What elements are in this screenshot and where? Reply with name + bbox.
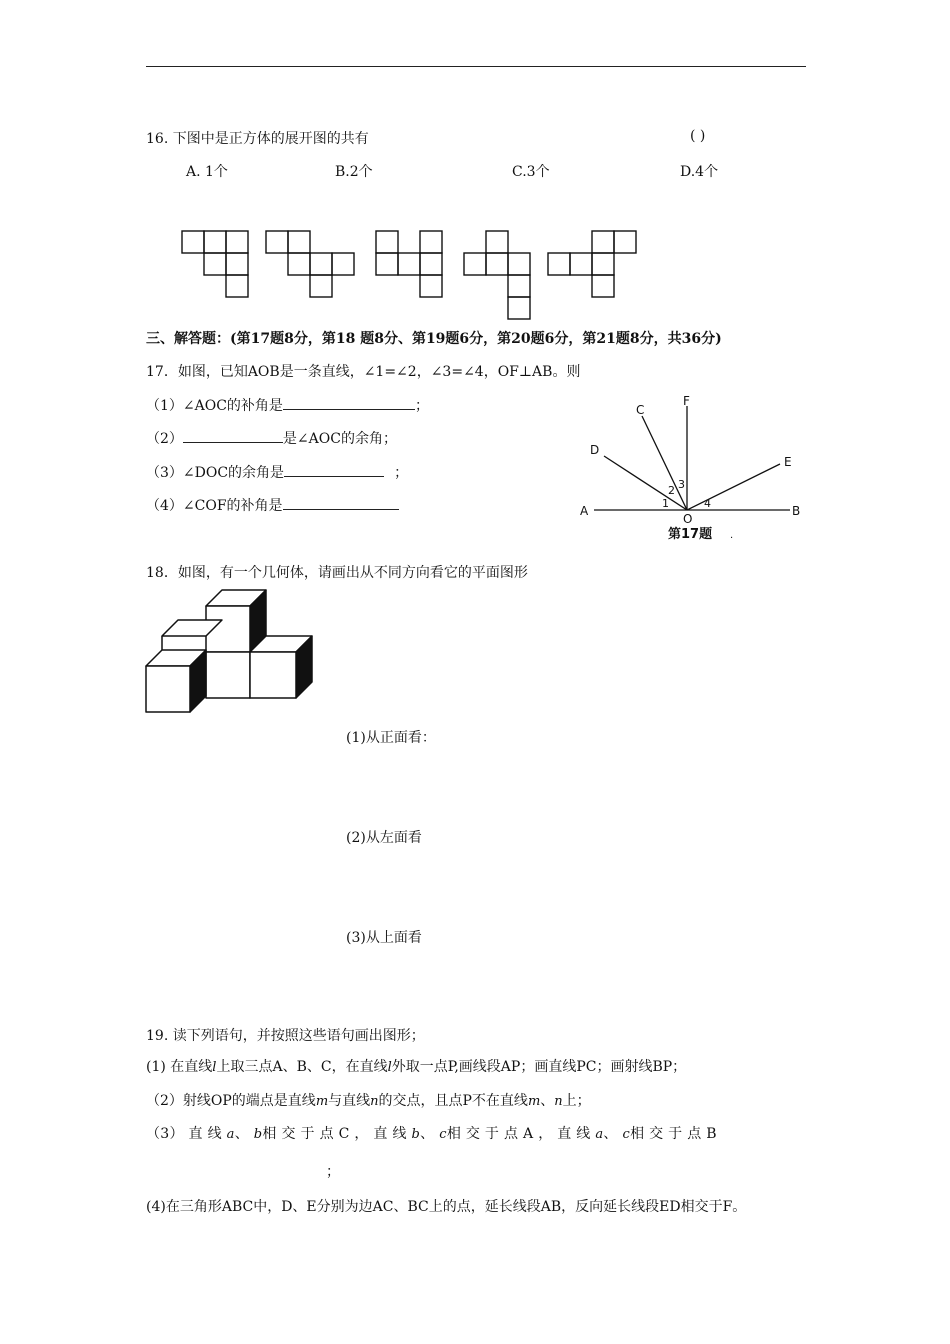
var-a: a: [595, 1127, 604, 1142]
q17-item-3-text: （3）∠DOC的余角是: [146, 465, 285, 481]
ray-oe: [687, 464, 780, 510]
left-cube-front-face: [146, 666, 190, 712]
q19-line-1-part-a: (1) 在直线: [146, 1059, 213, 1075]
cube-nets-figure: [176, 226, 646, 324]
var-b: b: [253, 1127, 263, 1142]
q16-option-d: D.4个: [680, 164, 719, 180]
net-2: [266, 231, 354, 297]
q16-option-a: A. 1个: [186, 164, 228, 180]
q19-line-2: [146, 1090, 591, 1110]
net-5: [548, 231, 636, 297]
label-angle-1: 1: [662, 497, 669, 510]
var-n: n: [370, 1094, 379, 1109]
q17-stem: 17．如图，已知AOB是一条直线，∠1=∠2，∠3=∠4，OF⊥AB。则: [146, 364, 581, 380]
q17-answer-blank-1[interactable]: [283, 395, 415, 410]
var-c: c: [622, 1127, 631, 1142]
q17-item-4-text: （4）∠COF的补角是: [146, 498, 283, 514]
q19-stem: 19. 读下列语句，并按照这些语句画出图形；: [146, 1028, 425, 1044]
label-b: B: [792, 504, 801, 518]
q18-stem: 18．如图，有一个几何体，请画出从不同方向看它的平面图形: [146, 565, 528, 581]
q17-item-1-text: （1）∠AOC的补角是: [146, 398, 283, 414]
var-m: m: [315, 1094, 329, 1109]
label-angle-2: 2: [668, 484, 675, 497]
q17-item-2-text: （2）: [146, 431, 183, 447]
label-d: D: [590, 443, 600, 457]
middle-cube-front-face: [206, 652, 250, 698]
q19-line-3-part-e: 相 交 于 点 A ， 直 线: [446, 1126, 596, 1142]
q17-item-3: [146, 462, 408, 482]
label-c: C: [636, 403, 645, 417]
q19-line-4: (4)在三角形ABC中，D、E分别为边AC、BC上的点，延长线段AB，反向延长线段ED相交于F。: [146, 1199, 747, 1215]
q17-answer-blank-2[interactable]: [183, 428, 283, 443]
net-3: [376, 231, 442, 297]
q17-item-4: [146, 495, 399, 515]
q17-item-3-suffix: ；: [394, 465, 409, 481]
q19-line-3-part-b: 、: [234, 1126, 254, 1142]
label-f: F: [683, 394, 690, 408]
net-4: [464, 231, 530, 319]
q17-answer-blank-3[interactable]: [284, 462, 384, 477]
q19-line-3-part-d: 、: [420, 1126, 440, 1142]
header-rule: [146, 66, 806, 67]
right-cube-front-face: [250, 652, 296, 698]
q17-item-1: [146, 395, 429, 415]
caption-dot: .: [730, 530, 734, 541]
q19-line-1: [146, 1056, 686, 1076]
q19-line-2-part-b: 与直线: [328, 1093, 371, 1109]
q17-answer-blank-4[interactable]: [283, 495, 399, 510]
q16-option-c: C.3个: [512, 164, 550, 180]
q19-line-2-part-a: （2）射线OP的端点是直线: [146, 1093, 316, 1109]
q18-cube-solid: [140, 586, 320, 718]
var-c: c: [439, 1127, 447, 1142]
var-l: l: [212, 1060, 217, 1075]
label-angle-3: 3: [678, 478, 685, 491]
q17-item-1-suffix: ；: [414, 398, 429, 414]
q18-view-left: (2)从左面看: [346, 830, 422, 846]
var-m: m: [527, 1094, 541, 1109]
label-o: O: [683, 512, 693, 526]
var-a: a: [226, 1127, 235, 1142]
label-a: A: [580, 504, 589, 518]
q17-angle-figure: [576, 392, 810, 544]
q19-line-2-part-c: 的交点，且点P不在直线: [378, 1093, 528, 1109]
figure-caption: 第17题: [668, 527, 713, 542]
var-b: b: [411, 1127, 421, 1142]
net-1: [182, 231, 248, 297]
q19-line-2-part-d: 、: [540, 1093, 555, 1109]
q17-item-2: [146, 428, 397, 448]
var-n: n: [554, 1094, 563, 1109]
q19-line-3-part-g: 相 交 于 点 B: [630, 1126, 717, 1142]
q19-line-1-part-c: 外取一点P,画线段AP；画直线PC；画射线BP；: [391, 1059, 687, 1075]
q16-answer-paren: ( ): [690, 128, 706, 144]
q19-line-3-part-c: 相 交 于 点 C ， 直 线: [262, 1126, 412, 1142]
label-angle-4: 4: [704, 497, 711, 510]
q19-line-1-part-b: 上取三点A、B、C，在直线: [216, 1059, 388, 1075]
q19-line-3-end: ；: [326, 1164, 340, 1180]
q19-line-3-part-f: 、: [603, 1126, 623, 1142]
q19-line-3: [146, 1123, 717, 1143]
q17-item-2-suffix: 是∠AOC的余角；: [282, 431, 397, 447]
q19-line-3-part-a: （3） 直 线: [146, 1126, 227, 1142]
q16-option-b: B.2个: [335, 164, 373, 180]
q16-stem: 16. 下图中是正方体的展开图的共有: [146, 131, 369, 147]
q18-view-front: (1)从正面看：: [346, 730, 436, 746]
label-e: E: [784, 455, 792, 469]
var-l: l: [387, 1060, 392, 1075]
q19-line-2-part-e: 上；: [562, 1093, 591, 1109]
q18-view-top: (3)从上面看: [346, 930, 422, 946]
section-3-title: 三、解答题：(第17题8分，第18 题8分、第19题6分，第20题6分，第21题8分，共36分): [146, 331, 722, 347]
